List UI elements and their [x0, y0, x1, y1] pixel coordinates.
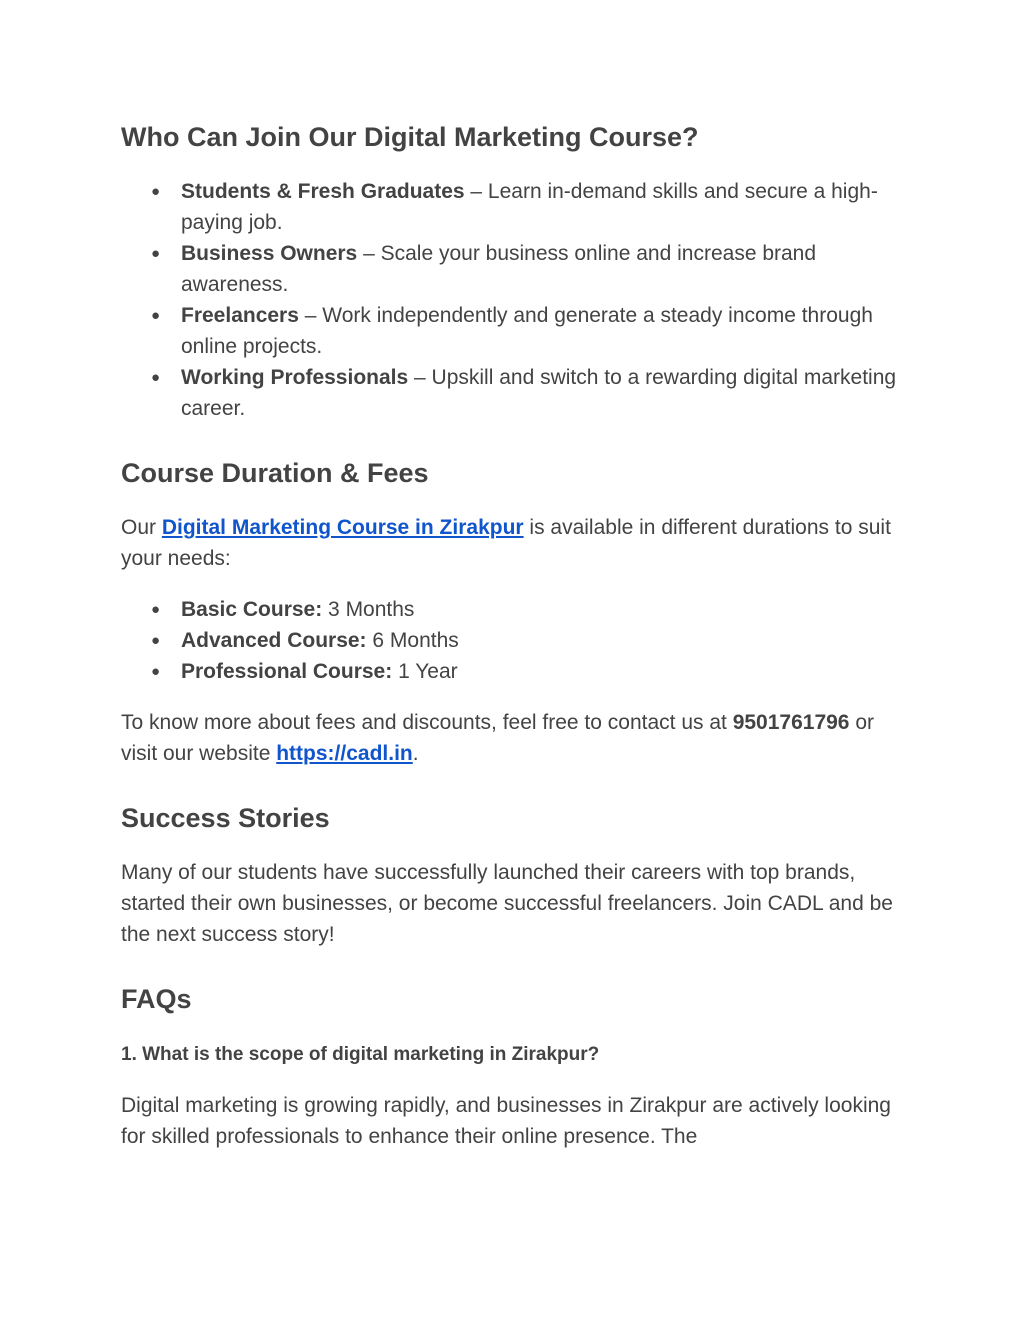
- list-item: [121, 594, 911, 625]
- audience-text: Learn in-demand skills and secure a high-paying job.: [181, 180, 878, 234]
- faq-answer: Digital marketing is growing rapidly, and businesses in Zirakpur are actively looking for skilled professionals to enhance their online presence. The: [121, 1094, 891, 1148]
- heading-faqs: FAQs: [121, 984, 192, 1014]
- bullet-icon: ●: [151, 245, 161, 262]
- course-value: 3 Months: [322, 598, 415, 621]
- audience-text: Scale your business online and increase brand awareness.: [181, 242, 817, 296]
- success-paragraph: Many of our students have successfully launched their careers with top brands, started their own businesses, or become successful freelancers. Join CADL and be the next success story!: [121, 861, 893, 946]
- bullet-icon: ●: [151, 307, 161, 324]
- course-duration-list: [121, 594, 911, 687]
- list-item: [121, 625, 911, 656]
- course-value: 1 Year: [392, 660, 458, 683]
- heading-success-stories: Success Stories: [121, 803, 330, 833]
- website-link[interactable]: https://cadl.in: [276, 742, 413, 765]
- list-item: ● Freelancers – Work independently and generate a steady income through online projects.: [121, 300, 911, 362]
- heading-course-duration: Course Duration & Fees: [121, 458, 429, 488]
- heading-who-can-join: Who Can Join Our Digital Marketing Course?: [121, 122, 699, 152]
- audience-list: [121, 176, 911, 424]
- faq-question: 1. What is the scope of digital marketing in Zirakpur?: [121, 1044, 600, 1065]
- course-link[interactable]: Digital Marketing Course in Zirakpur: [161, 516, 524, 539]
- audience-text: Upskill and switch to a rewarding digital marketing career.: [181, 366, 897, 420]
- phone-number: 9501761796: [732, 711, 850, 734]
- course-value: 6 Months: [366, 629, 459, 652]
- list-item: ● Business Owners – Scale your business online and increase brand awareness.: [121, 238, 911, 300]
- bullet-icon: ●: [151, 632, 161, 649]
- bullet-icon: ●: [151, 369, 161, 386]
- duration-intro: Our Digital Marketing Course in Zirakpur is available in different durations to suit your needs:: [121, 516, 891, 570]
- audience-title: Working Professionals: [181, 366, 409, 389]
- list-item: ● Working Professionals – Upskill and switch to a rewarding digital marketing career.: [121, 362, 911, 424]
- list-item: [121, 656, 911, 687]
- bullet-icon: ●: [151, 663, 161, 680]
- audience-text: Work independently and generate a steady income through online projects.: [181, 304, 873, 358]
- course-label: Advanced Course:: [181, 629, 367, 652]
- course-label: Professional Course:: [181, 660, 393, 683]
- audience-title: Students & Fresh Graduates: [181, 180, 465, 203]
- audience-title: Business Owners: [181, 242, 358, 265]
- bullet-icon: ●: [151, 601, 161, 618]
- contact-paragraph: To know more about fees and discounts, feel free to contact us at 9501761796 or visit our website https://cadl.in.: [121, 711, 874, 765]
- audience-title: Freelancers: [181, 304, 299, 327]
- bullet-icon: ●: [151, 183, 161, 200]
- course-label: Basic Course:: [181, 598, 323, 621]
- list-item: ● Students & Fresh Graduates – Learn in-demand skills and secure a high-paying job.: [121, 176, 911, 238]
